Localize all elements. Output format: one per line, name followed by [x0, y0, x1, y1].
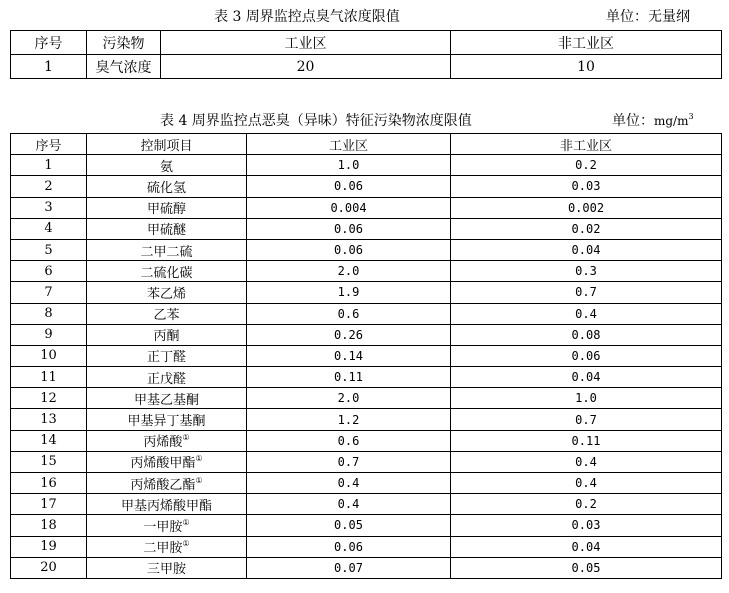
cell-text: 0.11 [571, 433, 601, 448]
odor-pollutant-table [10, 133, 722, 579]
table-cell [451, 367, 722, 388]
table-row [11, 536, 722, 557]
table-body [11, 155, 722, 579]
table-row [11, 324, 722, 345]
cell-text: 0.4 [575, 454, 597, 469]
table-cell [87, 324, 247, 345]
table-cell [451, 197, 722, 218]
table4-caption: 表 4 周界监控点恶臭（异味）特征污染物浓度限值 [160, 113, 472, 129]
table-cell [11, 494, 87, 515]
table-cell [451, 239, 722, 260]
table-cell [451, 155, 722, 176]
cell-text: 10 [40, 348, 57, 364]
table-cell [247, 155, 451, 176]
cell-text: 14 [40, 433, 57, 449]
table-cell [247, 218, 451, 239]
header-cell: 序号 [11, 31, 87, 55]
cell-text: 18 [40, 517, 57, 533]
table-cell [87, 473, 247, 494]
cell-text: 0.06 [571, 348, 601, 363]
table-cell [11, 197, 87, 218]
cell-text: 0.03 [571, 518, 601, 533]
cell-text: 1.0 [575, 391, 597, 406]
table-cell [87, 430, 247, 451]
table-cell [247, 473, 451, 494]
cell-text: 甲硫醚 [146, 223, 186, 239]
table-cell [247, 557, 451, 578]
table-cell [247, 536, 451, 557]
header-cell: 工业区 [247, 134, 451, 155]
table-cell [87, 388, 247, 409]
cell-text: 0.4 [337, 497, 360, 512]
table-cell [247, 367, 451, 388]
cell-text: 0.06 [334, 539, 363, 554]
cell-text: 苯乙烯 [146, 286, 186, 302]
cell-text: 11 [40, 369, 57, 385]
table4-unit [612, 110, 694, 130]
table-cell [451, 515, 722, 536]
table-cell [87, 345, 247, 366]
cell-text: 0.6 [337, 306, 360, 321]
table-cell [87, 261, 247, 282]
cell-text: 正戊醛 [146, 371, 186, 387]
cell-text: 8 [44, 306, 53, 322]
table-cell [11, 515, 87, 536]
table-cell [87, 451, 247, 472]
table-row [11, 197, 722, 218]
footnote-mark: ① [195, 475, 203, 485]
cell-text: 1.2 [337, 412, 360, 427]
table-cell [451, 218, 722, 239]
table-cell [451, 430, 722, 451]
cell-text: 12 [40, 390, 57, 406]
cell-text: 1.0 [337, 158, 360, 173]
table-cell [247, 176, 451, 197]
cell-text: 硫化氢 [146, 180, 186, 196]
table-cell: 1 [11, 55, 87, 79]
cell-text: 19 [40, 539, 57, 555]
table-cell [451, 261, 722, 282]
header-cell: 控制项目 [87, 134, 247, 155]
cell-text: 0.26 [334, 327, 363, 342]
table-cell [87, 367, 247, 388]
cell-text: 7 [44, 284, 53, 300]
header-cell: 非工业区 [451, 134, 722, 155]
table-header-row [11, 134, 722, 155]
cell-text: 丙烯酸 [143, 435, 183, 451]
cell-text: 丙烯酸甲酯 [130, 456, 196, 472]
cell-text: 0.2 [575, 158, 597, 173]
table-cell [11, 451, 87, 472]
table-cell [87, 557, 247, 578]
table-cell [11, 261, 87, 282]
table-cell [87, 409, 247, 430]
cell-text: 正丁醛 [146, 350, 186, 366]
table-cell [87, 155, 247, 176]
cell-text: 0.11 [334, 370, 363, 385]
table-row [11, 430, 722, 451]
cell-text: 甲硫醇 [146, 202, 186, 218]
table-row [11, 473, 722, 494]
table4-unit-value: mg/m [654, 114, 689, 128]
table-cell [451, 557, 722, 578]
cell-text: 0.08 [571, 327, 601, 342]
table-row [11, 345, 722, 366]
table-row [11, 409, 722, 430]
cell-text: 0.7 [575, 412, 597, 427]
cell-text: 17 [40, 496, 57, 512]
footnote-mark: ① [195, 454, 203, 464]
cell-text: 3 [44, 200, 53, 216]
cell-text: 2.0 [337, 391, 360, 406]
cell-text: 一甲胺 [143, 519, 183, 535]
cell-text: 丙酮 [153, 329, 180, 345]
table-cell: 臭气浓度 [87, 55, 161, 79]
table-cell [451, 303, 722, 324]
table-cell [451, 409, 722, 430]
table4-unit-exponent: 3 [688, 112, 694, 121]
cell-text: 0.04 [571, 243, 601, 258]
header-cell: 非工业区 [451, 31, 722, 55]
table-cell [87, 239, 247, 260]
table-cell [247, 451, 451, 472]
cell-text: 0.05 [571, 560, 601, 575]
cell-text: 0.04 [571, 370, 601, 385]
header-cell: 序号 [11, 134, 87, 155]
cell-text: 13 [40, 412, 57, 428]
table-cell [451, 473, 722, 494]
table4-unit-label: 单位： [612, 113, 654, 129]
table-cell [87, 282, 247, 303]
table-row [11, 176, 722, 197]
cell-text: 0.03 [571, 179, 601, 194]
cell-text: 0.05 [334, 518, 363, 533]
table-cell [11, 536, 87, 557]
table-cell [11, 345, 87, 366]
cell-text: 甲基异丁基酮 [127, 414, 206, 430]
table-cell [11, 282, 87, 303]
table-cell [11, 155, 87, 176]
table-cell [247, 494, 451, 515]
table-cell [11, 388, 87, 409]
cell-text: 0.4 [337, 476, 360, 491]
cell-text: 0.06 [334, 179, 363, 194]
cell-text: 0.06 [334, 243, 363, 258]
table-cell [247, 303, 451, 324]
table-cell [247, 345, 451, 366]
table-cell [451, 282, 722, 303]
table-cell [11, 557, 87, 578]
table-cell [451, 451, 722, 472]
table-cell: 10 [451, 55, 722, 79]
cell-text: 1 [44, 157, 53, 173]
table-cell [87, 494, 247, 515]
cell-text: 0.2 [575, 497, 597, 512]
table-row [11, 367, 722, 388]
cell-text: 三甲胺 [146, 562, 186, 578]
cell-text: 0.4 [575, 306, 597, 321]
table-cell [451, 388, 722, 409]
cell-text: 9 [44, 327, 53, 343]
table-row [11, 218, 722, 239]
cell-text: 4 [44, 221, 53, 237]
table-cell [247, 324, 451, 345]
table-cell [87, 536, 247, 557]
cell-text: 5 [44, 242, 53, 258]
table-cell [451, 345, 722, 366]
cell-text: 二甲二硫 [140, 244, 193, 260]
cell-text: 二硫化碳 [140, 265, 193, 281]
table-cell [11, 473, 87, 494]
table-cell [451, 176, 722, 197]
cell-text: 0.004 [330, 200, 367, 215]
table-row [11, 515, 722, 536]
cell-text: 0.4 [575, 476, 597, 491]
table-cell [87, 515, 247, 536]
table-row [11, 155, 722, 176]
table-cell [11, 303, 87, 324]
cell-text: 二甲胺 [143, 541, 183, 557]
table-row [11, 388, 722, 409]
table-cell [11, 176, 87, 197]
table-cell [247, 409, 451, 430]
footnote-mark: ① [182, 517, 190, 527]
cell-text: 0.04 [571, 539, 601, 554]
table-row [11, 451, 722, 472]
table-row [11, 557, 722, 578]
table-row [11, 494, 722, 515]
cell-text: 0.6 [337, 433, 360, 448]
odor-concentration-table [10, 30, 722, 79]
cell-text: 甲基丙烯酸甲酯 [120, 498, 212, 514]
cell-text: 乙苯 [153, 308, 180, 324]
table-cell [247, 261, 451, 282]
table-cell [11, 324, 87, 345]
table-cell [11, 218, 87, 239]
cell-text: 0.002 [567, 200, 605, 215]
table-cell [11, 409, 87, 430]
table-cell [87, 197, 247, 218]
table-row [11, 239, 722, 260]
table-cell [247, 197, 451, 218]
table-header-row [11, 31, 722, 55]
header-cell: 污染物 [87, 31, 161, 55]
table-cell [11, 367, 87, 388]
table-cell [247, 430, 451, 451]
cell-text: 甲基乙基酮 [133, 392, 199, 408]
cell-text: 0.06 [334, 221, 363, 236]
cell-text: 1.9 [337, 285, 360, 300]
cell-text: 20 [40, 560, 57, 576]
header-cell: 工业区 [161, 31, 451, 55]
table-cell [451, 324, 722, 345]
cell-text: 16 [40, 475, 57, 491]
table-cell [451, 536, 722, 557]
cell-text: 0.02 [571, 221, 601, 236]
cell-text: 15 [40, 454, 57, 470]
cell-text: 0.7 [337, 454, 360, 469]
cell-text: 氨 [159, 159, 173, 175]
table-cell [87, 218, 247, 239]
table-cell [87, 176, 247, 197]
table-cell [247, 515, 451, 536]
cell-text: 2 [44, 178, 53, 194]
cell-text: 0.07 [334, 560, 363, 575]
table-cell [451, 494, 722, 515]
table-cell [87, 303, 247, 324]
table3-caption: 表 3 周界监控点臭气浓度限值 [214, 9, 400, 25]
table-row [11, 303, 722, 324]
table-row [11, 55, 722, 79]
table-cell: 20 [161, 55, 451, 79]
table-row [11, 261, 722, 282]
table-cell [247, 282, 451, 303]
footnote-mark: ① [182, 433, 190, 443]
table-cell [11, 239, 87, 260]
cell-text: 0.14 [334, 348, 363, 363]
table3-unit: 单位：无量纲 [606, 9, 690, 25]
cell-text: 丙烯酸乙酯 [130, 477, 196, 493]
table-cell [11, 430, 87, 451]
table-cell [247, 239, 451, 260]
cell-text: 0.7 [575, 285, 597, 300]
cell-text: 0.3 [575, 264, 597, 279]
cell-text: 2.0 [337, 264, 360, 279]
footnote-mark: ① [182, 539, 190, 549]
table-cell [247, 388, 451, 409]
table-row [11, 282, 722, 303]
cell-text: 6 [44, 263, 53, 279]
